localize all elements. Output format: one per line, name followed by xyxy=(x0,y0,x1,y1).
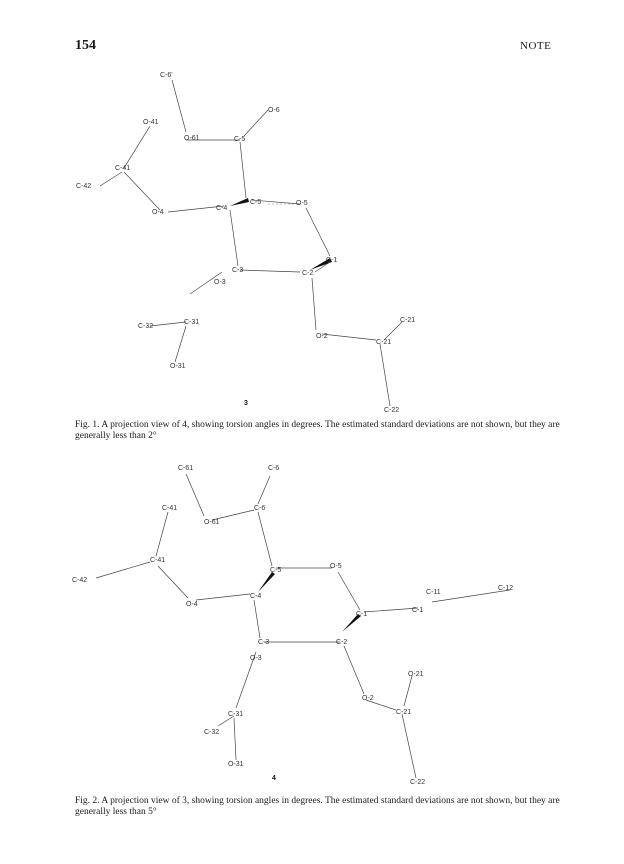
atom-label: O-21 xyxy=(408,671,424,678)
atom-label: C-6 xyxy=(254,505,266,512)
atom-label: O-61 xyxy=(204,519,220,526)
atom-label: C-6 xyxy=(268,465,280,472)
atom-label: C-1 xyxy=(356,611,368,618)
atom-label: O-4 xyxy=(152,209,164,216)
running-head: NOTE xyxy=(520,40,552,52)
atom-label: O-41 xyxy=(143,119,159,126)
figure-2-caption: Fig. 2. A projection view of 3, showing torsion angles in degrees. The estimated standard deviations are not shown, but they are generally less than 5° xyxy=(75,796,560,817)
atom-label: C-5 xyxy=(270,567,282,574)
atom-label: O-31 xyxy=(170,363,186,370)
atom-label: C-3 xyxy=(232,267,244,274)
atom-label: C-1 xyxy=(412,607,424,614)
atom-label: C-22 xyxy=(410,779,426,786)
atom-label: C-31 xyxy=(184,319,200,326)
compound-number: 4 xyxy=(272,775,276,782)
atom-label: O-4 xyxy=(186,601,198,608)
atom-label: C-1 xyxy=(326,257,338,264)
atom-label: C-21 xyxy=(400,317,416,324)
atom-label: C-31 xyxy=(228,711,244,718)
atom-label: C-11 xyxy=(426,589,441,596)
figure-1-caption: Fig. 1. A projection view of 4, showing torsion angles in degrees. The estimated standard deviations are not shown, but they are generally less than 2° xyxy=(75,420,560,441)
atom-label: C-32 xyxy=(204,729,220,736)
atom-label: O-61 xyxy=(184,135,200,142)
atom-label: C-2 xyxy=(302,270,314,277)
atom-label: C-32 xyxy=(138,323,154,330)
atom-label: C-5 xyxy=(234,136,246,143)
atom-label: C-22 xyxy=(384,407,400,414)
atom-label: O-31 xyxy=(228,761,244,768)
figure-2-diagram xyxy=(0,460,624,790)
atom-label: C-41 xyxy=(162,505,178,512)
atom-label: C-2 xyxy=(336,639,348,646)
atom-label: C-3 xyxy=(258,639,270,646)
figure-1-diagram xyxy=(0,60,624,420)
atom-label: C-21 xyxy=(376,339,392,346)
atom-label: O-5 xyxy=(330,563,342,570)
atom-label: C-5 xyxy=(250,199,262,206)
atom-label: C-42 xyxy=(72,577,88,584)
page-number: 154 xyxy=(75,38,96,53)
atom-label: C-42 xyxy=(76,183,92,190)
atom-label: O-2 xyxy=(362,695,374,702)
atom-label: C-61 xyxy=(178,465,194,472)
compound-number: 3 xyxy=(244,400,248,407)
atom-label: O-6 xyxy=(268,107,280,114)
atom-label: O-3 xyxy=(250,655,262,662)
atom-label: C-21 xyxy=(396,709,412,716)
atom-label: O-3 xyxy=(214,279,226,286)
atom-label: C-4 xyxy=(216,205,228,212)
atom-label: O-5 xyxy=(296,200,308,207)
atom-label: O-2 xyxy=(316,333,328,340)
atom-label: C-6' xyxy=(160,72,173,79)
atom-label: C-41 xyxy=(150,557,166,564)
atom-label: C-12 xyxy=(498,585,514,592)
atom-label: C-41 xyxy=(115,165,131,172)
atom-label: C-4 xyxy=(250,593,262,600)
